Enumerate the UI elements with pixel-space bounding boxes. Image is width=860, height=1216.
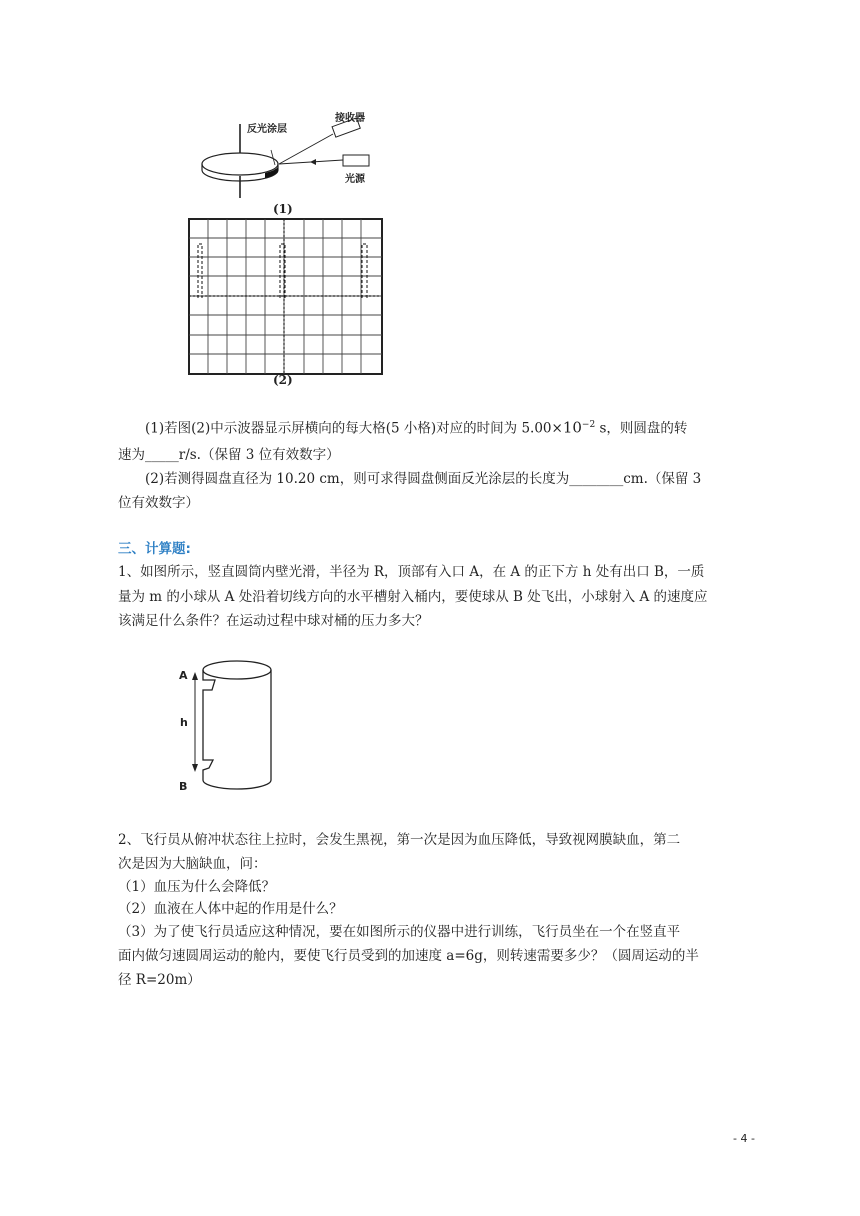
problem1-line2: 量为 m 的小球从 A 处沿着切线方向的水平槽射入桶内，要使球从 B 处飞出，小球射入 A 的速度应 bbox=[118, 589, 708, 605]
receiver-label: 接收器 bbox=[335, 113, 365, 124]
oscilloscope-screen-figure bbox=[188, 218, 384, 376]
question-part2-line2: 位有效数字） bbox=[118, 495, 199, 511]
problem2-q3-line3: 径 R=20m） bbox=[118, 972, 201, 988]
question-part1-line2: 速为_____r/s.（保留 3 位有效数字） bbox=[118, 447, 340, 463]
cylinder-figure bbox=[175, 650, 280, 798]
problem2-line1: 2、飞行员从俯冲状态往上拉时，会发生黑视，第一次是因为血压降低，导致视网膜缺血，第二 bbox=[118, 832, 681, 848]
section-heading: 三、计算题: bbox=[118, 541, 191, 557]
problem2-q3-line2: 面内做匀速圆周运动的舱内，要使飞行员受到的加速度 a=6g，则转速需要多少？（圆周运动的半 bbox=[118, 948, 699, 964]
page-number: - 4 - bbox=[733, 1132, 755, 1145]
problem1-line1: 1、如图所示，竖直圆筒内壁光滑，半径为 R，顶部有入口 A，在 A 的正下方 h 处有出口 B，一质 bbox=[118, 564, 705, 580]
problem2-q2: （2）血液在人体中起的作用是什么？ bbox=[118, 901, 343, 917]
question-part1-line1: (1)若图(2)中示波器显示屏横向的每大格(5 小格)对应的时间为 $5.00\times 10^{-2}$ s，则圆盘的转 bbox=[145, 418, 688, 437]
problem1-line3: 该满足什么条件？在运动过程中球对桶的压力多大？ bbox=[118, 613, 429, 629]
figure-caption-1: (1) bbox=[273, 202, 293, 216]
label-h: h bbox=[180, 716, 188, 729]
label-A: A bbox=[179, 669, 188, 682]
problem2-q3-line1: （3）为了使飞行员适应这种情况，要在如图所示的仪器中进行训练，飞行员坐在一个在竖直平 bbox=[118, 924, 681, 940]
source-label: 光源 bbox=[345, 174, 365, 185]
label-B: B bbox=[179, 780, 188, 793]
problem2-line2: 次是因为大脑缺血，问： bbox=[118, 856, 267, 872]
question-part2-line1: (2)若测得圆盘直径为 10.20 cm，则可求得圆盘侧面反光涂层的长度为________cm.（保留 3 bbox=[145, 471, 702, 487]
figure-caption-2: (2) bbox=[273, 373, 293, 387]
coating-label: 反光涂层 bbox=[247, 124, 287, 135]
problem2-q1: （1）血压为什么会降低？ bbox=[118, 879, 276, 895]
